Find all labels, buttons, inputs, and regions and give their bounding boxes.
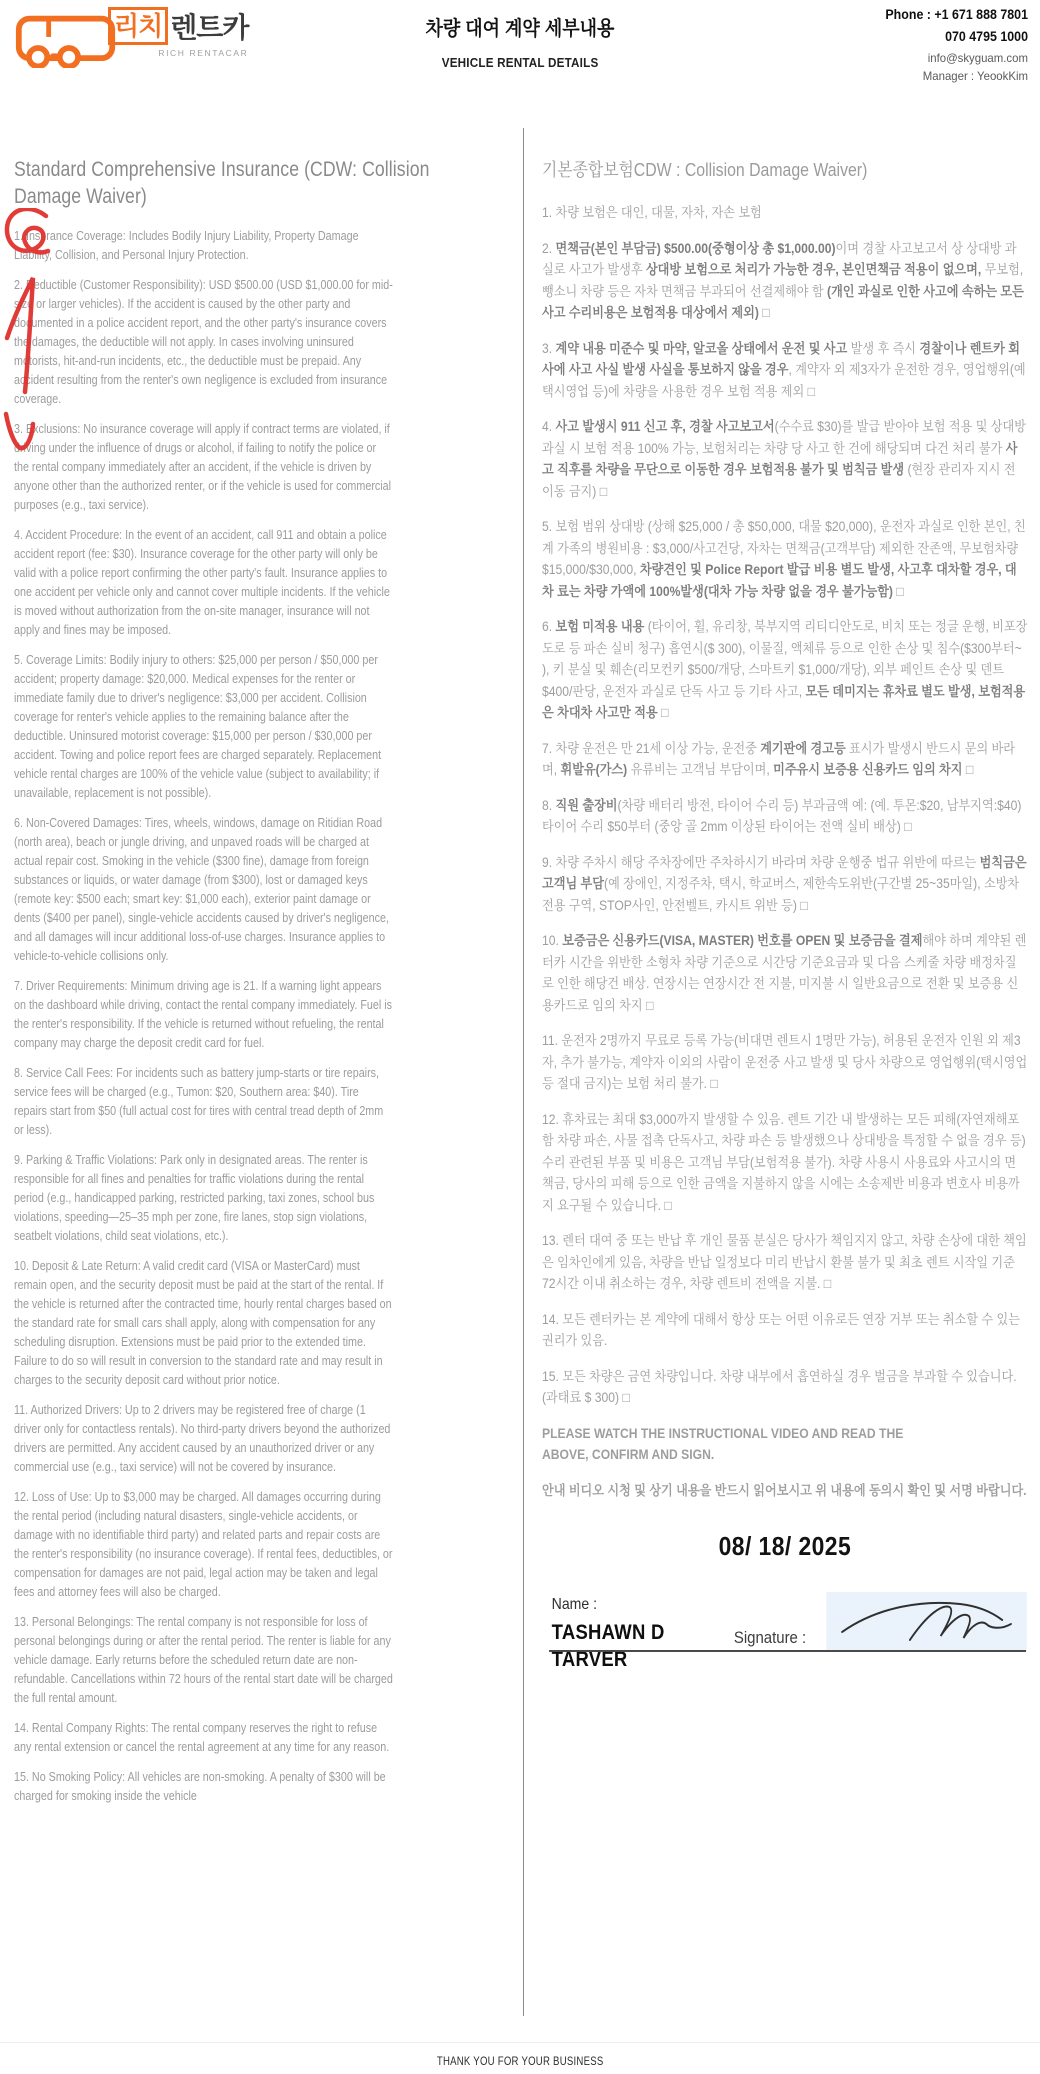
left-paragraph-list — [14, 226, 506, 1805]
contract-paragraph: 9. Parking & Traffic Violations: Park only in designated areas. The renter is responsible for all fines and penalties for traffic violations during the rental period (e.g., handicapped parking, restricted parking, taxi zones, school bus violations, speeding—25–35 mph per zone, fire lanes, stop sign violations, seatbelt violations, child seat violations, etc.). — [14, 1152, 375, 1243]
title-korean: 차량 대여 계약 세부내용 — [425, 18, 615, 40]
contract-paragraph: 7. 차량 운전은 만 21세 이상 가능, 운전중 계기판에 경고등 표시가 발생시 반드시 문의 바라며, 휘발유(가스) 유류비는 고객님 부담이며, 미주유시 보증용 신용카드 임의 차지 □ — [542, 740, 1016, 777]
signature-box[interactable] — [826, 1592, 1027, 1652]
signature-line — [549, 1650, 1026, 1652]
contact-manager: Manager : YeookKim — [922, 69, 1028, 83]
title-english: VEHICLE RENTAL DETAILS — [441, 55, 599, 70]
column-divider — [523, 128, 524, 2016]
contract-paragraph: 8. Service Call Fees: For incidents such as battery jump-starts or tire repairs, service fees will be charged (e.g., Tumon: $20, Southern area: $40). Tire repairs start from $50 (full actual cost for tires with central tread depth of 2mm or less). — [14, 1065, 384, 1137]
brand-kr-dark: 렌트카 — [170, 12, 249, 43]
footer-thanks: THANK YOU FOR YOUR BUSINESS — [436, 2054, 604, 2068]
contract-paragraph: 5. 보험 범위 상대방 (상해 $25,000 / 총 $50,000, 대물 $20,000), 운전자 과실로 인한 본인, 친계 가족의 병원비용 : $3,000/사고건당, 자차는 면책금(고객부담) 제외한 잔존액, 무보험차량 $15,000/$30,000, 차량견인 및 Police Report 발급 비용 별도 발생, 사고후 대차할 경우, 대차 료는 차량 가액에 100%발생(대차 가능 차량 없을 경우 불가능함) □ — [542, 519, 1026, 599]
contract-paragraph: 3. Exclusions: No insurance coverage will apply if contract terms are violated, if driving under the influence of drugs or alcohol, if failing to notify the police or the rental company immediately after an accident, if the vehicle is driven by anyone other than the authorized renter, or if the vehicle is used for commercial purposes (e.g., taxi service). — [14, 421, 392, 512]
contract-paragraph: 15. No Smoking Policy: All vehicles are non-smoking. A penalty of $300 will be charged for smoking inside the vehicle — [14, 1769, 386, 1803]
contract-paragraph: 5. Coverage Limits: Bodily injury to others: $25,000 per person / $50,000 per accident; property damage: $20,000. Medical expenses for the renter or immediate family due to driver's negligence: $3,000 per accident. Collision coverage for renter's vehicle applies to the remaining balance after the deductible. Uninsured motorist coverage: $15,000 per person / $30,000 per accident. Towing and police report fees are charged separately. Replacement vehicle rental charges are 100% of the vehicle value (subject to availability; if unavailable, replacement is not possible). — [14, 652, 382, 800]
right-paragraph-list — [542, 202, 1028, 1409]
contract-paragraph: 7. Driver Requirements: Minimum driving age is 21. If a warning light appears on the dashboard while driving, contact the rental company immediately. Fuel is the renter's responsibility. If the vehicle is returned without refueling, the rental company may charge the deposit credit card for fuel. — [14, 978, 393, 1050]
contract-paragraph: 2. 면책금(본인 부담금) $500.00(중형이상 총 $1,000.00)이며 경찰 사고보고서 상 상대방 과실로 사고가 발생후 상대방 보험으로 처리가 가능한 경우, 본인면책금 적용이 없으며, 무보험, 뺑소니 차량 등은 자차 면책금 부과되어 선결제해야 함 (개인 과실로 인한 사고에 속하는 모든 사고 수리비용은 보험적용 대상에서 제외) □ — [542, 240, 1024, 320]
confirm-notice-english: PLEASE WATCH THE INSTRUCTIONAL VIDEO AND READ THE ABOVE, CONFIRM AND SIGN. — [542, 1425, 904, 1462]
contact-email: info@skyguam.com — [927, 51, 1028, 65]
signature-section — [542, 1592, 1028, 1707]
contract-paragraph: 10. 보증금은 신용카드(VISA, MASTER) 번호를 OPEN 및 보증금을 결제해야 하며 계약된 렌터카 시간을 위반한 소형차 차량 기준으로 시간당 기준요금과 및 다음 스케줄 차량 배정차질로 인한 해당건 배상. 연장시는 연장시간 전 지불, 미지불 시 일반요금으로 전환 및 보증용 신용카드로 임의 차지 □ — [542, 933, 1027, 1013]
contract-paragraph: 12. Loss of Use: Up to $3,000 may be charged. All damages occurring during the rental period (including natural disasters, single-vehicle accidents, or damage with no identifiable third party) and related parts and repair costs are the renter's responsibility (no insurance coverage). If rental fees, deductibles, or compensation for damages are not paid, legal action may be taken and legal fees and attorney fees will also be charged. — [14, 1489, 393, 1599]
contract-paragraph: 3. 계약 내용 미준수 및 마약, 알코올 상태에서 운전 및 사고 발생 후 즉시 경찰이나 렌트카 회사에 사고 사실 발생 사실을 통보하지 않을 경우, 계약자 외 제3자가 운전한 경우, 영업행위(예 택시영업 등)에 차량을 사용한 경우 보험 적용 제외 □ — [542, 340, 1026, 399]
contract-paragraph: 1. Insurance Coverage: Includes Bodily Injury Liability, Property Damage Liability, Collision, and Personal Injury Protection. — [14, 228, 359, 262]
contract-paragraph: 2. Deductible (Customer Responsibility): USD $500.00 (USD $1,000.00 for mid-size or larger vehicles). If the accident is caused by the other party and documented in a police accident report, and the other party's insurance covers the damages, the deductible will not apply. In cases involving uninsured motorists, hit-and-run incidents, etc., the deductible must be prepaid. Any accident resulting from the renter's own negligence is excluded from insurance coverage. — [14, 277, 393, 406]
contract-paragraph: 10. Deposit & Late Return: A valid credit card (VISA or MasterCard) must remain open, and the security deposit must be paid at the start of the rental. If the vehicle is returned after the contracted time, hourly rental charges based on the standard rate for small cars shall apply, along with compensation for any scheduling disruption. Extensions must be paid prior to the extended time. Failure to do so will result in conversion to the standard rate and may result in charges to the security deposit card without prior notice. — [14, 1258, 392, 1387]
signature-scribble-icon — [826, 1592, 1027, 1652]
brand-subtitle: RICH RENTACAR — [158, 48, 249, 58]
contact-phone-2: 070 4795 1000 — [945, 29, 1028, 44]
left-heading: Standard Comprehensive Insurance (CDW: Collision Damage Waiver) — [14, 158, 430, 208]
contact-phone-1: Phone : +1 671 888 7801 — [885, 7, 1028, 22]
contract-paragraph: 12. 휴차료는 최대 $3,000까지 발생할 수 있음. 렌트 기간 내 발생하는 모든 피해(자연재해포함 차량 파손, 사물 접촉 단독사고, 차량 파손 등 발생했으나 상대방을 특정할 수 없을 경우 등) 수리 관련된 부품 및 비용은 고객님 부담(보험적용 불가). 차량 사용시 사용료와 사고시의 면책금, 당사의 피해 등으로 인한 금액을 지불하지 않을 시에는 소송제반 비용과 변호사 비용까지 요구될 수 있습니다. □ — [542, 1111, 1026, 1213]
contract-paragraph: 8. 직원 출장비(차량 배터리 방전, 타이어 수리 등) 부과금액 예: (예. 투몬:$20, 남부지역:$40) 타이어 수리 $50부터 (중앙 골 2mm 이상된 타이어는 전액 실비 배상) □ — [542, 797, 1022, 834]
contract-paragraph: 6. 보험 미적용 내용 (타이어, 휠, 유리창, 북부지역 리티디안도로, 비치 또는 정글 운행, 비포장 도로 등 파손 실비 청구) 흡연시($ 300), 이물질, 액체류 등으로 인한 손상 및 침수($300부터~ ), 키 분실 및 훼손(리모컨키 $500/개당, 스마트키 $1,000/개당), 외부 페인트 손상 및 덴트 $400/판당, 운전자 과실로 단독 사고 등 기타 사고, 모든 데미지는 휴차료 별도 발생, 보험적용은 차대차 사고만 적용 □ — [542, 619, 1028, 720]
contract-paragraph: 13. 렌터 대여 중 또는 반납 후 개인 물품 분실은 당사가 책임지지 않고, 차량 손상에 대한 책임은 임차인에게 있음, 차량을 반납 일정보다 미리 반납시 환불 불가 및 최초 렌트 시작일 기준 72시간 이내 취소하는 경우, 차량 렌트비 전액을 지불. □ — [542, 1233, 1027, 1291]
korean-terms-column — [542, 152, 1028, 1707]
contract-paragraph: 4. Accident Procedure: In the event of an accident, call 911 and obtain a police accident report (fee: $30). Insurance coverage for the other party will only be valid with a police report confirming the other party's fault. Insurance applies to one accident per vehicle only and cannot cover multiple incidents. If the vehicle is moved without authorization from the on-site manager, insurance will not apply and fines may be imposed. — [14, 527, 390, 637]
contract-paragraph: 4. 사고 발생시 911 신고 후, 경찰 사고보고서(수수료 $30)를 발급 받아야 보험 적용 및 상대방 과실 시 보험 적용 100% 가능, 보험처리는 차량 당 사고 한 건에 해당되며 다건 처리 불가 사고 직후를 차량을 무단으로 이동한 경우 보험적용 불가 및 범칙금 발생 (현장 관리자 지시 전 이동 금지) □ — [542, 419, 1026, 499]
contract-paragraph: 13. Personal Belongings: The rental company is not responsible for loss of personal belongings during or after the rental period. The renter is liable for any vehicle damage. Early returns before the scheduled return date are non-refundable. Cancellations within 72 hours of the rental start date will be charged the full rental amount. — [14, 1614, 393, 1705]
contact-block — [873, 7, 1028, 87]
footer-divider — [0, 2042, 1040, 2043]
english-terms-column — [14, 150, 506, 1816]
right-heading: 기본종합보험CDW : Collision Damage Waiver) — [542, 160, 868, 180]
name-label: Name : — [551, 1596, 598, 1613]
contract-date: 08/ 18/ 2025 — [718, 1531, 852, 1561]
contract-paragraph: 9. 차량 주차시 해당 주차장에만 주차하시기 바라며 차량 운행중 법규 위반에 따르는 범칙금은 고객님 부담(예 장애인, 지정주차, 택시, 학교버스, 제한속도위반(구간별 25~35마일), 소방차전용 구역, STOP사인, 안전벨트, 카시트 위반 등) □ — [542, 854, 1027, 913]
contract-paragraph: 11. Authorized Drivers: Up to 2 drivers may be registered free of charge (1 driver only for contactless rentals). No third-party drivers beyond the authorized drivers are permitted. Any accident caused by an unauthorized driver or any commercial use (e.g., taxi service) will not be covered by insurance. — [14, 1402, 391, 1474]
renter-name: TASHAWN D TARVER — [551, 1621, 665, 1671]
contract-paragraph: 14. 모든 렌터카는 본 계약에 대해서 항상 또는 어떤 이유로든 연장 거부 또는 취소할 수 있는 권리가 있음. — [542, 1311, 1020, 1348]
contract-paragraph: 15. 모든 차량은 금연 차량입니다. 차량 내부에서 흡연하실 경우 벌금을 부과할 수 있습니다. (과태료 $ 300) □ — [542, 1368, 1017, 1405]
contract-paragraph: 14. Rental Company Rights: The rental company reserves the right to refuse any rental extension or cancel the rental agreement at any time for any reason. — [14, 1720, 390, 1754]
contract-paragraph: 6. Non-Covered Damages: Tires, wheels, windows, damage on Ritidian Road (north area), beach or jungle driving, and unpaved roads will be charged at actual repair cost. Smoking in the vehicle ($300 fine), damage from foreign substances or liquids, or water damage (from $300), lost or damaged keys (remote key: $500 each; smart key: $1,000 each), exterior paint damage or dents ($400 per panel), single-vehicle accidents caused by driver's negligence, and all damages will incur additional loss-of-use charges. Insurance applies to vehicle-to-vehicle collisions only. — [14, 815, 389, 963]
brand-kr-accent: 리치 — [108, 7, 168, 45]
contract-paragraph: 1. 차량 보험은 대인, 대물, 자차, 자손 보험 — [542, 205, 762, 220]
confirm-notice-korean: 안내 비디오 시청 및 상기 내용을 반드시 읽어보시고 위 내용에 동의시 확인 및 서명 바랍니다. — [542, 1482, 1027, 1498]
contract-paragraph: 11. 운전자 2명까지 무료로 등록 가능(비대면 렌트시 1명만 가능), 허용된 운전자 인원 외 제3자, 추가 불가능, 계약자 이외의 사람이 운전중 사고 발생 및 당사 차량으로 영업행위(택시영업 등 절대 금지)는 보험 처리 불가. □ — [542, 1033, 1028, 1091]
signature-label: Signature : — [733, 1628, 807, 1647]
header — [0, 0, 1040, 112]
